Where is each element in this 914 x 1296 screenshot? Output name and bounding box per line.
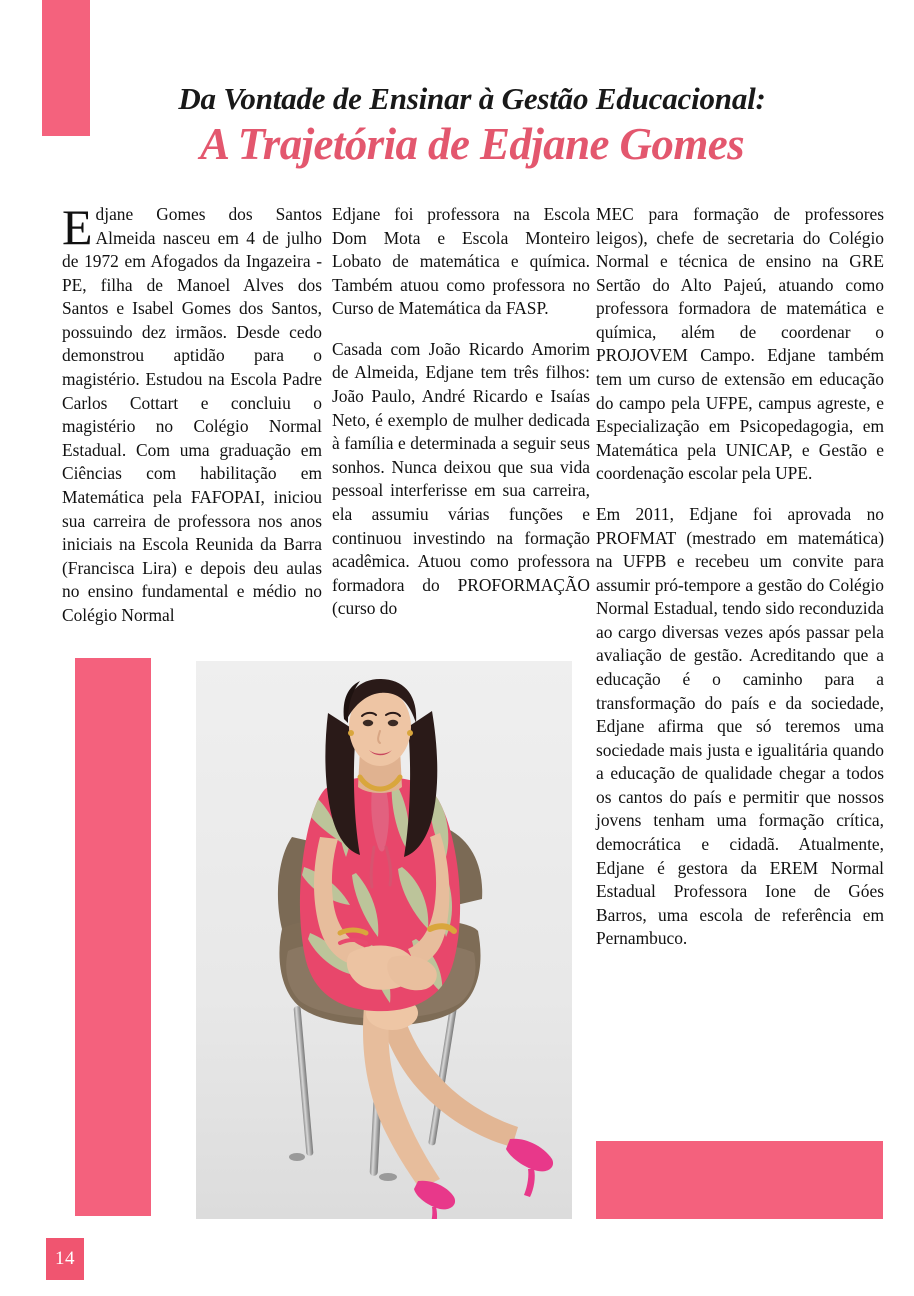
paragraph-text: djane Gomes dos Santos Almeida nasceu em 4 de julho de 1972 em Afogados da Ingazeira - PE, filha de Manoel Alves dos Santos e Isabel Gomes dos Santos, possuindo dez irmãos. Desde cedo demonstrou aptidão para o magistério. Estudou na Escola Padre Carlos Cottart e concluiu o magistério no Colégio Normal Estadual. Com uma graduação em Ciências com habilitação em Matemática pela FAFOPAI, iniciou sua carreira de professora nos anos iniciais na Escola Reunida da Barra (Francisca Lira) e depois deu aulas no ensino fundamental e médio no Colégio Normal [62, 204, 322, 625]
paragraph: Em 2011, Edjane foi aprovada no PROFMAT (mestrado em matemática) na UFPB e recebeu um convite para assumir pró-tempore a gestão do Colégio Normal Estadual, tendo sido reconduzida ao cargo diversas vezes após passar pela avaliação de gestão. Acreditando que a educação é o caminho para a transformação do país e da sociedade, Edjane afirma que só teremos uma sociedade mais justa e igualitária quando a educação de qualidade chegar a todos os cantos do país e permitir que nossos jovens tenham uma formação crítica, democrática e cidadã. Atualmente, Edjane é gestora da EREM Normal Estadual Professora Ione de Góes Barros, uma escola de referência em Pernambuco. [596, 503, 884, 949]
article-column-3 [596, 203, 884, 951]
paragraph: MEC para formação de professores leigos), chefe de secretaria do Colégio Normal e técnica de ensino na GRE Sertão do Alto Pajeú, atuando como professora formadora de matemática e química, além de coordenar o PROJOVEM Campo. Edjane também tem um curso de extensão em educação do campo pela UFPE, campus agreste, e Especialização em Psicopedagogia, em Matemática pela UNICAP, e Gestão e coordenação escolar pela UPE. [596, 204, 884, 484]
headline-kicker: Da Vontade de Ensinar à Gestão Educacional: [178, 81, 766, 116]
page-number-badge: 14 [46, 1238, 84, 1280]
portrait-photo [196, 661, 572, 1219]
decorative-bar-behind-photo [75, 658, 151, 1216]
decorative-block-bottom-right [596, 1141, 883, 1219]
portrait-illustration [196, 661, 572, 1219]
article-column-2 [332, 203, 590, 621]
page-title [57, 82, 887, 169]
paragraph: Edjane foi professora na Escola Dom Mota e Escola Monteiro Lobato de matemática e química. Também atuou como professora no Curso de Matemática da FASP. [332, 204, 590, 319]
article-column-1 [62, 199, 322, 627]
headline-main: A Trajetória de Edjane Gomes [199, 118, 745, 169]
drop-cap: E [62, 199, 93, 255]
paragraph: Casada com João Ricardo Amorim de Almeida, Edjane tem três filhos: João Paulo, André Ricardo e Isaías Neto, é exemplo de mulher dedicada à família e determinada a seguir seus sonhos. Nunca deixou que sua vida pessoal interferisse em sua carreira, ela assumiu várias funções e continuou investindo na formação acadêmica. Atuou como professora formadora do PROFORMAÇÃO (curso do [332, 338, 590, 619]
paragraph [62, 199, 322, 627]
